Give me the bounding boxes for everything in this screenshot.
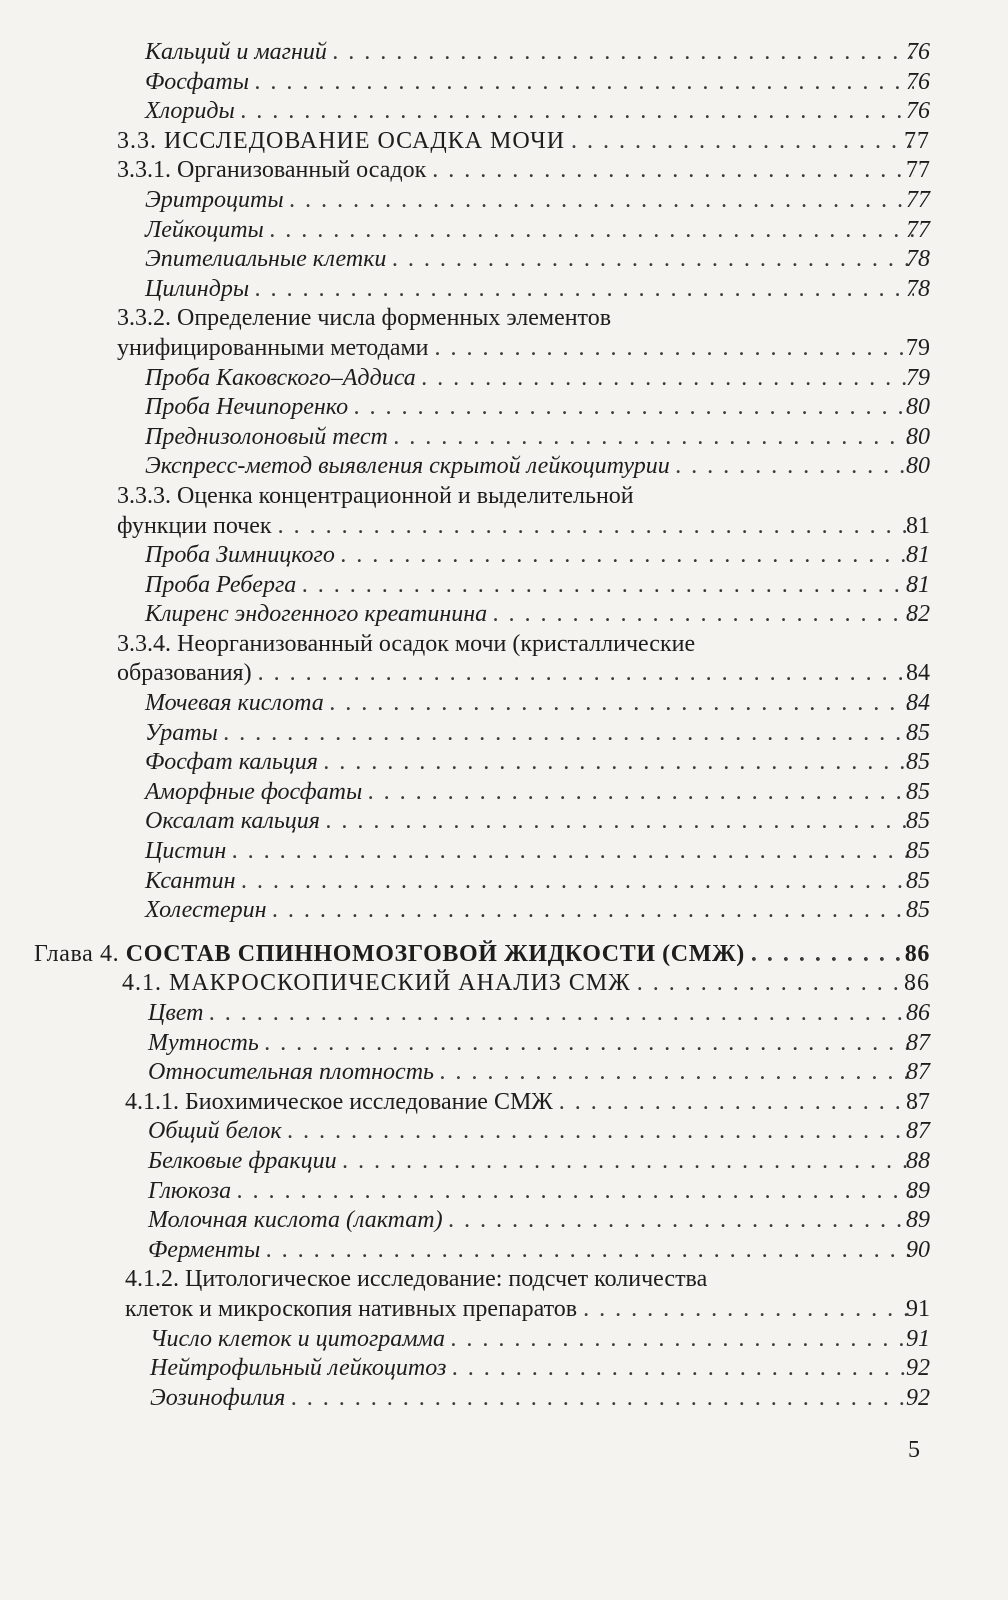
dot-leader [571,127,914,157]
toc-page-number: 85 [906,749,930,776]
toc-page-number: 82 [906,601,930,628]
dot-leader [273,896,914,926]
dot-leader [676,452,914,482]
toc-entry-title: 3.3. ИССЛЕДОВАНИЕ ОСАДКА МОЧИ [117,127,566,154]
toc-entry-title: Белковые фракции [148,1147,337,1174]
toc-entry-3-3-4 [0,630,1008,689]
toc-page-number: 86 [906,1000,930,1026]
toc-entry-title: Цвет [148,1000,204,1026]
toc-entry-title: Эозинофилия [150,1384,286,1411]
toc-entry [0,689,1008,719]
toc-entry-title: Число клеток и цитограмма [150,1325,445,1352]
toc-entry-title: Мочевая кислота [145,690,324,717]
dot-leader [583,1295,914,1325]
dot-leader [258,659,914,689]
dot-leader [278,512,914,542]
toc-page-number: 85 [906,838,930,865]
toc-entry-3-3-2 [0,304,1008,363]
toc-entry-4-1 [0,969,1008,999]
toc-entry-title: Ксантин [145,867,236,894]
toc-entry-title: Фосфаты [145,68,249,95]
dot-leader [493,600,914,630]
toc-entry [0,1206,1008,1236]
toc-entry-title: Глюкоза [148,1177,232,1204]
dot-leader [394,423,914,453]
toc-page-number: 78 [906,275,930,302]
toc-entry [0,748,1008,778]
dot-leader [451,1325,914,1355]
toc-page-number: 79 [906,334,930,361]
toc-page-number: 84 [906,690,930,717]
toc-page-number: 87 [906,1029,930,1056]
dot-leader [330,689,914,719]
toc-entry [0,38,1008,68]
toc-page-number: 85 [906,778,930,805]
dot-leader [288,1117,914,1147]
toc-entry-title: 4.1. МАКРОСКОПИЧЕСКИЙ АНАЛИЗ СМЖ [122,970,631,997]
toc-page-number: 87 [906,1059,930,1086]
toc-page-number: 80 [906,453,930,480]
toc-entry [0,393,1008,423]
chapter-title: СОСТАВ СПИННОМОЗГОВОЙ ЖИДКОСТИ (СМЖ) [125,940,745,967]
toc-entry-title: Общий белок [148,1118,282,1145]
toc-page-number: 92 [906,1355,930,1382]
dot-leader [435,334,915,364]
toc-entry [0,571,1008,601]
toc-entry-title: Нейтрофильный лейкоцитоз [150,1355,447,1382]
dot-leader [291,1384,914,1414]
toc-page-number: 87 [906,1118,930,1145]
toc-entry [0,1177,1008,1207]
toc-page-number: 76 [906,98,930,125]
dot-leader [232,837,914,867]
toc-entry-title-line: унифицированными методами [117,334,429,361]
toc-entry-title: Проба Каковского–Аддиса [145,364,416,391]
dot-leader [255,68,914,98]
dot-leader [452,1354,914,1384]
toc-entry-title: 4.1.1. Биохимическое исследование СМЖ [125,1088,553,1115]
toc-entry-title: Ферменты [148,1236,261,1263]
dot-leader [290,186,914,216]
toc-entry-title: Мутность [148,1029,259,1056]
toc-entry [0,186,1008,216]
toc-entry-title: Хлориды [145,98,235,125]
toc-page-number: 78 [906,246,930,273]
toc-entry [0,156,1008,186]
dot-leader [302,571,914,601]
toc-page-number: 77 [906,157,930,184]
toc-entry [0,1147,1008,1177]
dot-leader [637,969,914,999]
toc-entry-title: Молочная кислота (лактат) [148,1207,443,1234]
toc-page-number: 79 [906,364,930,391]
toc-entry-title: Фосфат кальция [145,749,318,776]
toc-entry-title-line: 3.3.3. Оценка концентрационной и выделительной [117,482,634,509]
toc-page-number: 80 [906,394,930,421]
toc-entry [0,1325,1008,1355]
toc-entry [0,1236,1008,1266]
toc-entry-3-3-3 [0,482,1008,541]
toc-entry-title: Проба Нечипоренко [145,394,349,421]
toc-entry-4-1-2 [0,1265,1008,1324]
toc-chapter-4 [0,940,1008,970]
toc-page-number: 81 [906,512,930,539]
toc-page-number: 77 [904,127,930,154]
toc-page-number: 89 [906,1177,930,1204]
toc-entry-title: Цилиндры [145,275,250,302]
toc-entry [0,778,1008,808]
toc-page-number: 86 [904,970,930,997]
dot-leader [392,245,914,275]
toc-page-number: 85 [906,808,930,835]
dot-leader [422,364,914,394]
toc-entry [0,837,1008,867]
table-of-contents [0,38,1008,1413]
toc-entry-title: Эпителиальные клетки [145,246,387,273]
toc-page-number: 81 [906,571,930,598]
toc-entry-title-line: 3.3.2. Определение числа форменных элементов [117,305,612,332]
dot-leader [326,807,914,837]
toc-entry-4-1-1 [0,1088,1008,1118]
dot-leader [559,1088,914,1118]
toc-page-number: 76 [906,39,930,65]
toc-entry-title: Аморфные фосфаты [145,778,363,805]
dot-leader [255,275,914,305]
toc-page-number: 87 [906,1088,930,1115]
toc-entry [0,423,1008,453]
toc-entry-title: Клиренс эндогенного креатинина [145,601,488,628]
dot-leader [343,1147,914,1177]
toc-page-number: 85 [906,867,930,894]
toc-entry [0,867,1008,897]
toc-entry-title: Преднизолоновый тест [145,423,388,450]
toc-page-number: 91 [906,1295,930,1322]
toc-entry [0,1058,1008,1088]
toc-entry [0,719,1008,749]
toc-entry [0,1354,1008,1384]
toc-entry [0,216,1008,246]
toc-entry-title: Холестерин [145,897,267,924]
toc-entry [0,600,1008,630]
toc-entry [0,1117,1008,1147]
toc-page-number: 85 [906,719,930,746]
toc-entry [0,896,1008,926]
toc-page-number: 91 [906,1325,930,1352]
toc-entry [0,541,1008,571]
toc-page-number: 77 [906,216,930,243]
dot-leader [270,216,914,246]
dot-leader [368,778,914,808]
dot-leader [224,719,914,749]
dot-leader [449,1206,914,1236]
toc-page-number: 90 [906,1236,930,1263]
toc-page-number: 76 [906,68,930,95]
dot-leader [242,867,914,897]
toc-entry [0,275,1008,305]
toc-entry [0,999,1008,1029]
toc-entry [0,68,1008,98]
toc-entry-title: Экспресс-метод выявления скрытой лейкоцитурии [145,453,670,480]
toc-page-number: 92 [906,1384,930,1411]
toc-page-number: 84 [906,660,930,687]
toc-entry-title: Оксалат кальция [145,808,320,835]
toc-entry-title: Проба Реберга [145,571,297,598]
toc-entry-title: Относительная плотность [148,1059,434,1086]
toc-entry-title: Цистин [145,838,227,865]
dot-leader [209,999,914,1029]
toc-page-number: 80 [906,423,930,450]
toc-entry-title: 3.3.1. Организованный осадок [117,157,427,184]
toc-page-number: 85 [906,897,930,924]
toc-entry [0,127,1008,157]
toc-entry [0,807,1008,837]
toc-page-number: 81 [906,542,930,569]
toc-entry-title: Ураты [145,719,218,746]
toc-entry-title: Эритроциты [145,186,284,213]
dot-leader [432,156,914,186]
dot-leader [333,38,914,68]
toc-entry-title: Кальций и магний [145,39,327,65]
toc-entry [0,452,1008,482]
toc-entry-title-line: образования) [117,660,252,687]
toc-entry-title: Лейкоциты [145,216,264,243]
toc-page-number: 89 [906,1207,930,1234]
toc-page-number: 88 [906,1147,930,1174]
toc-entry [0,364,1008,394]
toc-entry-title-line: 4.1.2. Цитологическое исследование: подсчет количества [125,1266,708,1293]
dot-leader [341,541,914,571]
toc-entry-title-line: клеток и микроскопия нативных препаратов [125,1295,578,1322]
toc-entry-title: Проба Зимницкого [145,542,335,569]
chapter-label: Глава 4. [34,940,120,967]
toc-entry [0,245,1008,275]
dot-leader [324,748,914,778]
dot-leader [237,1177,914,1207]
toc-entry [0,1029,1008,1059]
dot-leader [440,1058,914,1088]
toc-entry-title-line: функции почек [117,512,272,539]
dot-leader [265,1029,914,1059]
toc-entry [0,1384,1008,1414]
dot-leader [241,97,914,127]
toc-entry [0,97,1008,127]
page-number: 5 [908,1437,920,1463]
dot-leader [354,393,914,423]
toc-entry-title-line: 3.3.4. Неорганизованный осадок мочи (кристаллические [117,630,696,657]
dot-leader [266,1236,914,1266]
toc-page-number: 77 [906,186,930,213]
toc-page-number: 86 [904,940,930,967]
